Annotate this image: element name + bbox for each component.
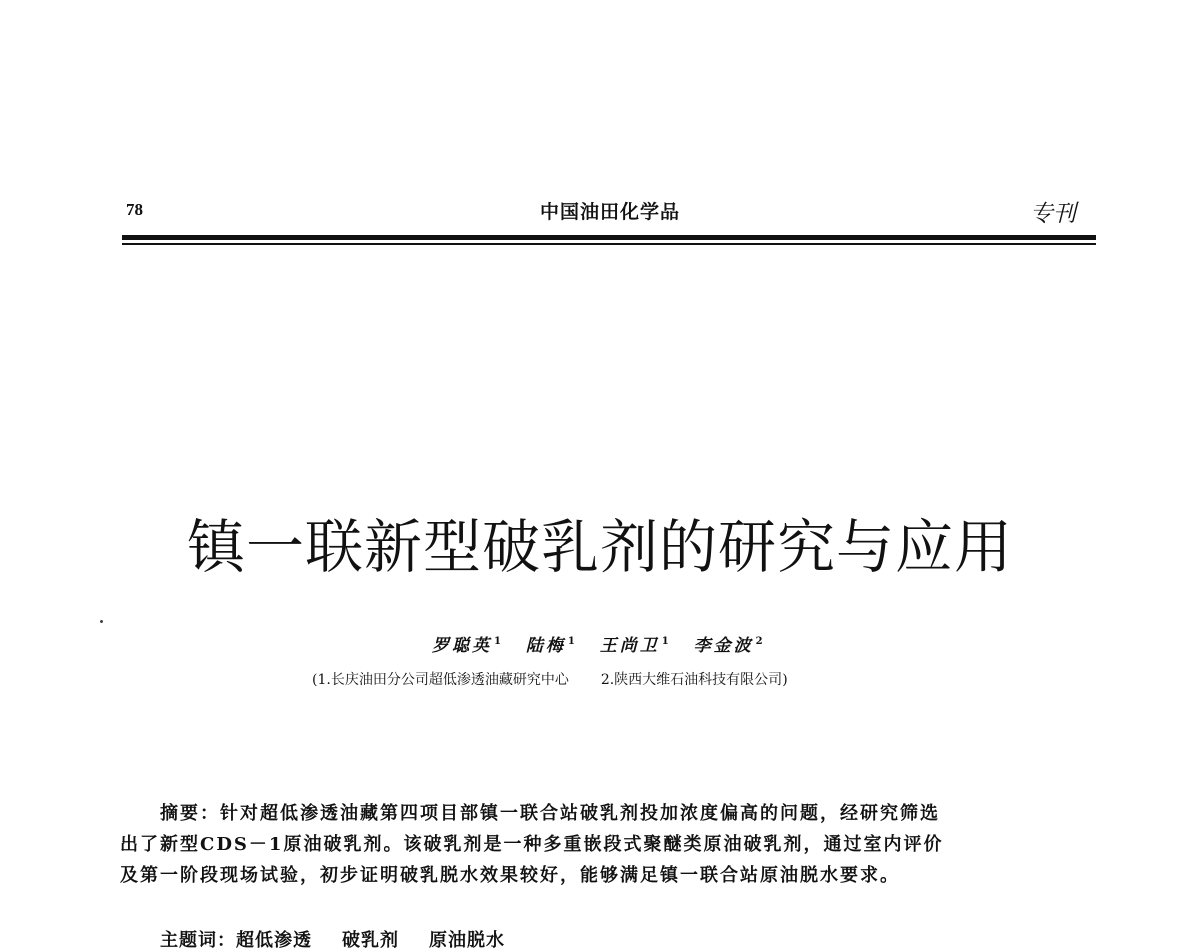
keyword-2: 破乳剂 (342, 930, 399, 951)
affiliation-mark: 1 (567, 636, 575, 648)
author-name: 王尚卫 (599, 636, 660, 656)
affiliations (312, 669, 1012, 689)
keyword-3: 原油脱水 (429, 930, 505, 951)
abstract (120, 798, 1100, 891)
abstract-line-2: 出了新型CDS－1原油破乳剂。该破乳剂是一种多重嵌段式聚醚类原油破乳剂，通过室内评价 (120, 834, 944, 855)
author-2 (526, 636, 575, 656)
paper-title: 镇一联新型破乳剂的研究与应用 (186, 513, 1013, 581)
abstract-label: 摘要： (160, 803, 220, 824)
abstract-line-3: 及第一阶段现场试验，初步证明破乳脱水效果较好，能够满足镇一联合站原油脱水要求。 (120, 865, 900, 886)
author-name: 陆梅 (525, 636, 566, 656)
abstract-text: 针对超低渗透油藏第四项目部镇一联合站破乳剂投加浓度偏高的问题，经研究筛选 (220, 803, 940, 824)
affiliation-2: 2.陕西大维石油科技有限公司 (600, 672, 783, 688)
affiliation-close-paren: ) (782, 672, 788, 688)
abstract-line-1 (120, 798, 1100, 829)
affiliation-open-paren: ( (312, 672, 318, 688)
author-4 (694, 636, 763, 656)
author-1 (432, 636, 501, 656)
journal-name: 中国油田化学品 (539, 201, 680, 223)
keyword-1: 超低渗透 (236, 930, 312, 951)
page-number: 78 (126, 200, 143, 219)
keywords (160, 926, 535, 952)
affiliation-1: 1.长庆油田分公司超低渗透油藏研究中心 (317, 672, 569, 688)
header-rule-thin (122, 243, 1096, 245)
issue-type: 专刊 (1030, 201, 1076, 227)
keywords-label: 主题词： (160, 930, 236, 951)
author-list (432, 631, 852, 656)
affiliation-mark: 1 (661, 636, 669, 648)
stray-mark (100, 620, 103, 623)
affiliation-mark: 2 (755, 636, 763, 648)
author-3 (600, 636, 669, 656)
affiliation-mark: 1 (494, 636, 501, 648)
author-name: 李金波 (693, 636, 754, 656)
header-rule-thick (122, 235, 1096, 240)
author-name: 罗聪英 (432, 636, 492, 656)
